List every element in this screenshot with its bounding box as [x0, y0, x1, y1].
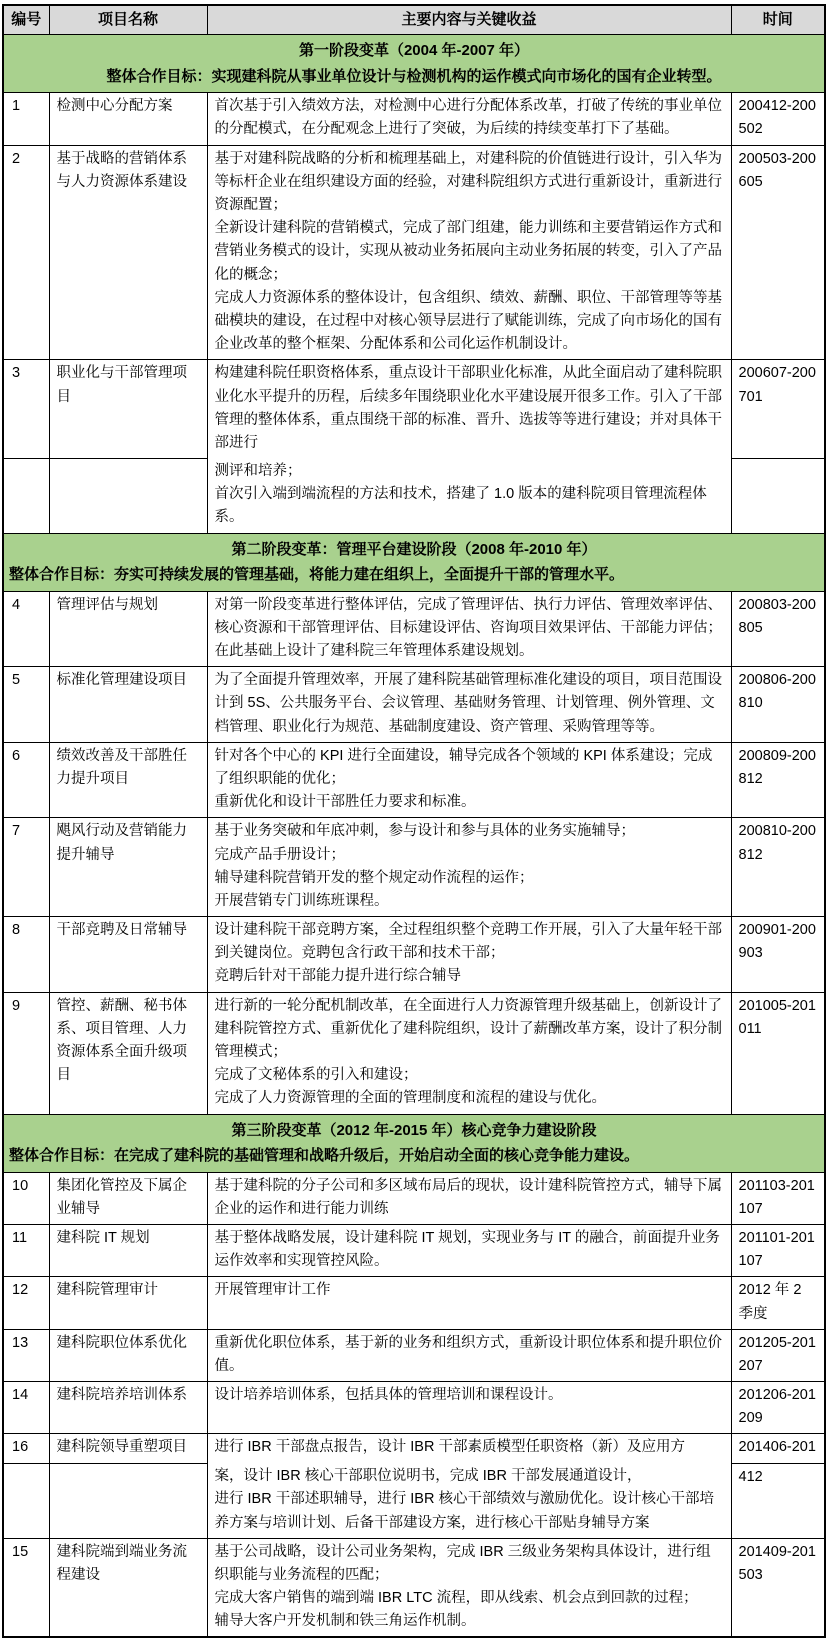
project-name-cell: [49, 458, 207, 533]
content-paragraph: 基于公司战略，设计公司业务架构，完成 IBR 三级业务架构具体设计，进行组织职能与业务流程的匹配；: [214, 1543, 711, 1583]
content-paragraph: 测评和培养；: [214, 463, 302, 480]
table-row: [3, 93, 825, 145]
project-name-cell: 建科院端到端业务流程建设: [49, 1538, 207, 1637]
content-paragraph: 完成了人力资源管理的全面的管理制度和流程的建设与优化。: [214, 1090, 606, 1107]
time-cell: 200809-200812: [731, 742, 825, 818]
row-number-cell: 7: [3, 818, 49, 917]
content-paragraph: 对第一阶段变革进行整体评估，完成了管理评估、执行力评估、管理效率评估、核心资源和干部管理评估、目标建设评估、咨询项目效果评估、干部能力评估；在此基础上设计了建科院三年管理体系建设规划。: [214, 596, 722, 659]
row-number-cell: 3: [3, 360, 49, 458]
content-paragraph: 竞聘后针对干部能力提升进行综合辅导: [214, 968, 461, 985]
table-row: [3, 1434, 825, 1463]
table-row: [3, 1382, 825, 1434]
project-name-cell: 检测中心分配方案: [49, 93, 207, 145]
section-header-row: [3, 35, 825, 93]
row-number-cell: [3, 458, 49, 533]
table-row: [3, 742, 825, 818]
section-header-row: [3, 533, 825, 591]
table-row: [3, 1538, 825, 1637]
row-number-cell: 6: [3, 742, 49, 818]
section-title: 第三阶段变革（2012 年-2015 年）核心竞争力建设阶段: [231, 1121, 597, 1139]
content-paragraph: 开展营销专门训练班课程。: [214, 892, 389, 909]
time-cell: 412: [731, 1463, 825, 1538]
project-name-cell: 飓风行动及营销能力提升辅导: [49, 818, 207, 917]
row-number-cell: 5: [3, 667, 49, 743]
time-cell: 201409-201503: [731, 1538, 825, 1637]
content-cell: [207, 1329, 731, 1381]
content-paragraph: 基于整体战略发展，设计建科院 IT 规划，实现业务与 IT 的融合，前面提升业务运作效率和实现管控风险。: [214, 1229, 720, 1270]
content-paragraph: 全新设计建科院的营销模式，完成了部门组建，能力训练和主要营销运作方式和营销业务模式的设计，实现从被动业务拓展向主动业务拓展的转变，引入了产品化的概念；: [214, 220, 722, 283]
content-cell: [207, 93, 731, 145]
content-paragraph: 完成了文秘体系的引入和建设；: [214, 1067, 418, 1084]
table-row: [3, 145, 825, 360]
section-goal: 整体合作目标：实现建科院从事业单位设计与检测机构的运作模式向市场化的国有企业转型。: [106, 67, 722, 85]
project-summary-table: [2, 4, 826, 1638]
content-cell: [207, 917, 731, 993]
content-paragraph: 首次基于引入绩效方法，对检测中心进行分配体系改革，打破了传统的事业单位的分配模式，在分配观念上进行了突破，为后续的持续变革打下了基础。: [214, 98, 722, 138]
content-paragraph: 设计培养培训体系，包括具体的管理培训和课程设计。: [214, 1387, 563, 1404]
content-paragraph: 基于建科院的分子公司和多区域布局后的现状，设计建科院管控方式，辅导下属企业的运作和进行能力训练: [214, 1177, 722, 1217]
content-paragraph: 完成产品手册设计；: [214, 846, 345, 863]
time-cell: 200607-200701: [731, 360, 825, 458]
section-header-cell: [3, 1114, 825, 1172]
project-name-cell: 干部竞聘及日常辅导: [49, 917, 207, 993]
content-paragraph: 针对各个中心的 KPI 进行全面建设，辅导完成各个领域的 KPI 体系建设；完成了组织职能的优化；: [214, 747, 713, 787]
row-number-cell: 2: [3, 145, 49, 360]
project-name-cell: 建科院职位体系优化: [49, 1329, 207, 1381]
time-cell: 200806-200810: [731, 667, 825, 743]
header-row: [3, 5, 825, 35]
row-number-cell: 1: [3, 93, 49, 145]
project-name-cell: 建科院培养培训体系: [49, 1382, 207, 1434]
content-paragraph: 为了全面提升管理效率，开展了建科院基础管理标准化建设的项目，项目范围设计到 5S、公共服务平台、会议管理、基础财务管理、计划管理、例外管理、文档管理、职业化行为规范、基础制度建设、资产管理、采购管理等等。: [214, 672, 722, 735]
time-cell: 201005-201011: [731, 992, 825, 1114]
content-paragraph: 重新优化职位体系，基于新的业务和组织方式，重新设计职位体系和提升职位价值。: [214, 1334, 722, 1374]
row-number-cell: 9: [3, 992, 49, 1114]
content-paragraph: 完成大客户销售的端到端 IBR LTC 流程，即从线索、机会点到回款的过程；: [214, 1590, 698, 1607]
section-header-cell: [3, 533, 825, 591]
project-name-cell: 管理评估与规划: [49, 591, 207, 667]
column-header: 编号: [3, 5, 49, 35]
time-cell: 201406-201: [731, 1434, 825, 1463]
section-header-row: [3, 1114, 825, 1172]
row-number-cell: 16: [3, 1434, 49, 1463]
row-number-cell: 11: [3, 1224, 49, 1276]
table-row: [3, 360, 825, 458]
content-paragraph: 辅导大客户开发机制和铁三角运作机制。: [214, 1613, 476, 1630]
content-cell: [207, 1224, 731, 1276]
content-cell: [207, 1463, 731, 1538]
content-cell: [207, 1382, 731, 1434]
section-title: 第一阶段变革（2004 年-2007 年）: [298, 42, 530, 60]
content-paragraph: 进行 IBR 干部盘点报告，设计 IBR 干部素质模型任职资格（新）及应用方: [214, 1439, 685, 1456]
table-row: [3, 818, 825, 917]
row-number-cell: 8: [3, 917, 49, 993]
column-header: 项目名称: [49, 5, 207, 35]
project-name-cell: 管控、薪酬、秘书体系、项目管理、人力资源体系全面升级项目: [49, 992, 207, 1114]
table-row: [3, 1329, 825, 1381]
section-goal: 整体合作目标：在完成了建科院的基础管理和战略升级后，开始启动全面的核心竞争能力建设。: [9, 1147, 640, 1165]
table-row: [3, 591, 825, 667]
project-name-cell: 建科院管理审计: [49, 1277, 207, 1329]
content-cell: [207, 458, 731, 533]
table-row: [3, 667, 825, 743]
row-number-cell: [3, 1463, 49, 1538]
content-cell: [207, 591, 731, 667]
row-number-cell: 12: [3, 1277, 49, 1329]
content-paragraph: 首次引入端到端流程的方法和技术，搭建了 1.0 版本的建科院项目管理流程体系。: [214, 486, 707, 526]
content-cell: [207, 1172, 731, 1224]
content-cell: [207, 742, 731, 818]
section-goal: 整体合作目标：夯实可持续发展的管理基础，将能力建在组织上，全面提升干部的管理水平。: [9, 566, 625, 584]
project-name-cell: 基于战略的营销体系与人力资源体系建设: [49, 145, 207, 360]
content-cell: [207, 992, 731, 1114]
project-name-cell: 绩效改善及干部胜任力提升项目: [49, 742, 207, 818]
content-paragraph: 基于业务突破和年底冲刺，参与设计和参与具体的业务实施辅导；: [214, 823, 635, 840]
project-name-cell: 集团化管控及下属企业辅导: [49, 1172, 207, 1224]
table-row: [3, 1172, 825, 1224]
project-name-cell: 建科院领导重塑项目: [49, 1434, 207, 1463]
content-cell: [207, 1538, 731, 1637]
content-paragraph: 进行 IBR 干部述职辅导，进行 IBR 核心干部绩效与激励优化。设计核心干部培养方案与培训计划、后备干部建设方案，进行核心干部贴身辅导方案: [214, 1491, 714, 1531]
content-cell: [207, 145, 731, 360]
project-name-cell: 建科院 IT 规划: [49, 1224, 207, 1276]
table-row: [3, 1277, 825, 1329]
time-cell: 200810-200812: [731, 818, 825, 917]
row-number-cell: 14: [3, 1382, 49, 1434]
content-cell: [207, 360, 731, 458]
row-number-cell: 10: [3, 1172, 49, 1224]
content-paragraph: 完成人力资源体系的整体设计，包含组织、绩效、薪酬、职位、干部管理等等基础模块的建设，在过程中对核心领导层进行了赋能训练，完成了向市场化的国有企业改革的整个框架、分配体系和公司化运作机制设计。: [214, 289, 722, 353]
table-row-continuation: [3, 1463, 825, 1538]
time-cell: 201101-201107: [731, 1224, 825, 1276]
time-cell: 2012 年 2 季度: [731, 1277, 825, 1329]
project-name-cell: 标准化管理建设项目: [49, 667, 207, 743]
column-header: 时间: [731, 5, 825, 35]
section-header-cell: [3, 35, 825, 93]
time-cell: 200901-200903: [731, 917, 825, 993]
table-header: [3, 5, 825, 35]
content-paragraph: 开展管理审计工作: [214, 1282, 331, 1299]
content-paragraph: 基于对建科院战略的分析和梳理基础上，对建科院的价值链进行设计，引入华为等标杆企业在组织建设方面的经验，对建科院组织方式进行重新设计，重新进行资源配置；: [214, 150, 722, 213]
time-cell: 200412-200502: [731, 93, 825, 145]
content-cell: [207, 1277, 731, 1329]
content-paragraph: 进行新的一轮分配机制改革，在全面进行人力资源管理升级基础上，创新设计了建科院管控方式、重新优化了建科院组织，设计了薪酬改革方案，设计了积分制管理模式；: [214, 997, 722, 1060]
table-body: [3, 35, 825, 1638]
time-cell: 201206-201209: [731, 1382, 825, 1434]
time-cell: 201103-201107: [731, 1172, 825, 1224]
content-paragraph: 案，设计 IBR 核心干部职位说明书，完成 IBR 干部发展通道设计，: [214, 1468, 642, 1485]
table-row: [3, 917, 825, 993]
time-cell: 200503-200605: [731, 145, 825, 360]
content-paragraph: 辅导建科院营销开发的整个规定动作流程的运作；: [214, 869, 534, 886]
content-cell: [207, 1434, 731, 1463]
content-paragraph: 重新优化和设计干部胜任力要求和标准。: [214, 794, 476, 811]
row-number-cell: 4: [3, 591, 49, 667]
time-cell: 200803-200805: [731, 591, 825, 667]
row-number-cell: 15: [3, 1538, 49, 1637]
table-row: [3, 1224, 825, 1276]
content-paragraph: 构建建科院任职资格体系，重点设计干部职业化标准，从此全面启动了建科院职业化水平提升的历程，后续多年围绕职业化水平建设展开很多工作。引入了干部管理的整体体系，重点围绕干部的标准、晋升、选拔等等进行建设；并对具体干部进行: [214, 365, 722, 451]
table-row-continuation: [3, 458, 825, 533]
project-name-cell: 职业化与干部管理项目: [49, 360, 207, 458]
content-cell: [207, 667, 731, 743]
project-name-cell: [49, 1463, 207, 1538]
table-row: [3, 992, 825, 1114]
row-number-cell: 13: [3, 1329, 49, 1381]
content-cell: [207, 818, 731, 917]
section-title: 第二阶段变革：管理平台建设阶段（2008 年-2010 年）: [231, 540, 597, 558]
content-paragraph: 设计建科院干部竞聘方案，全过程组织整个竞聘工作开展，引入了大量年轻干部到关键岗位。竞聘包含行政干部和技术干部；: [214, 922, 722, 962]
time-cell: 201205-201207: [731, 1329, 825, 1381]
column-header: 主要内容与关键收益: [207, 5, 731, 35]
time-cell: [731, 458, 825, 533]
